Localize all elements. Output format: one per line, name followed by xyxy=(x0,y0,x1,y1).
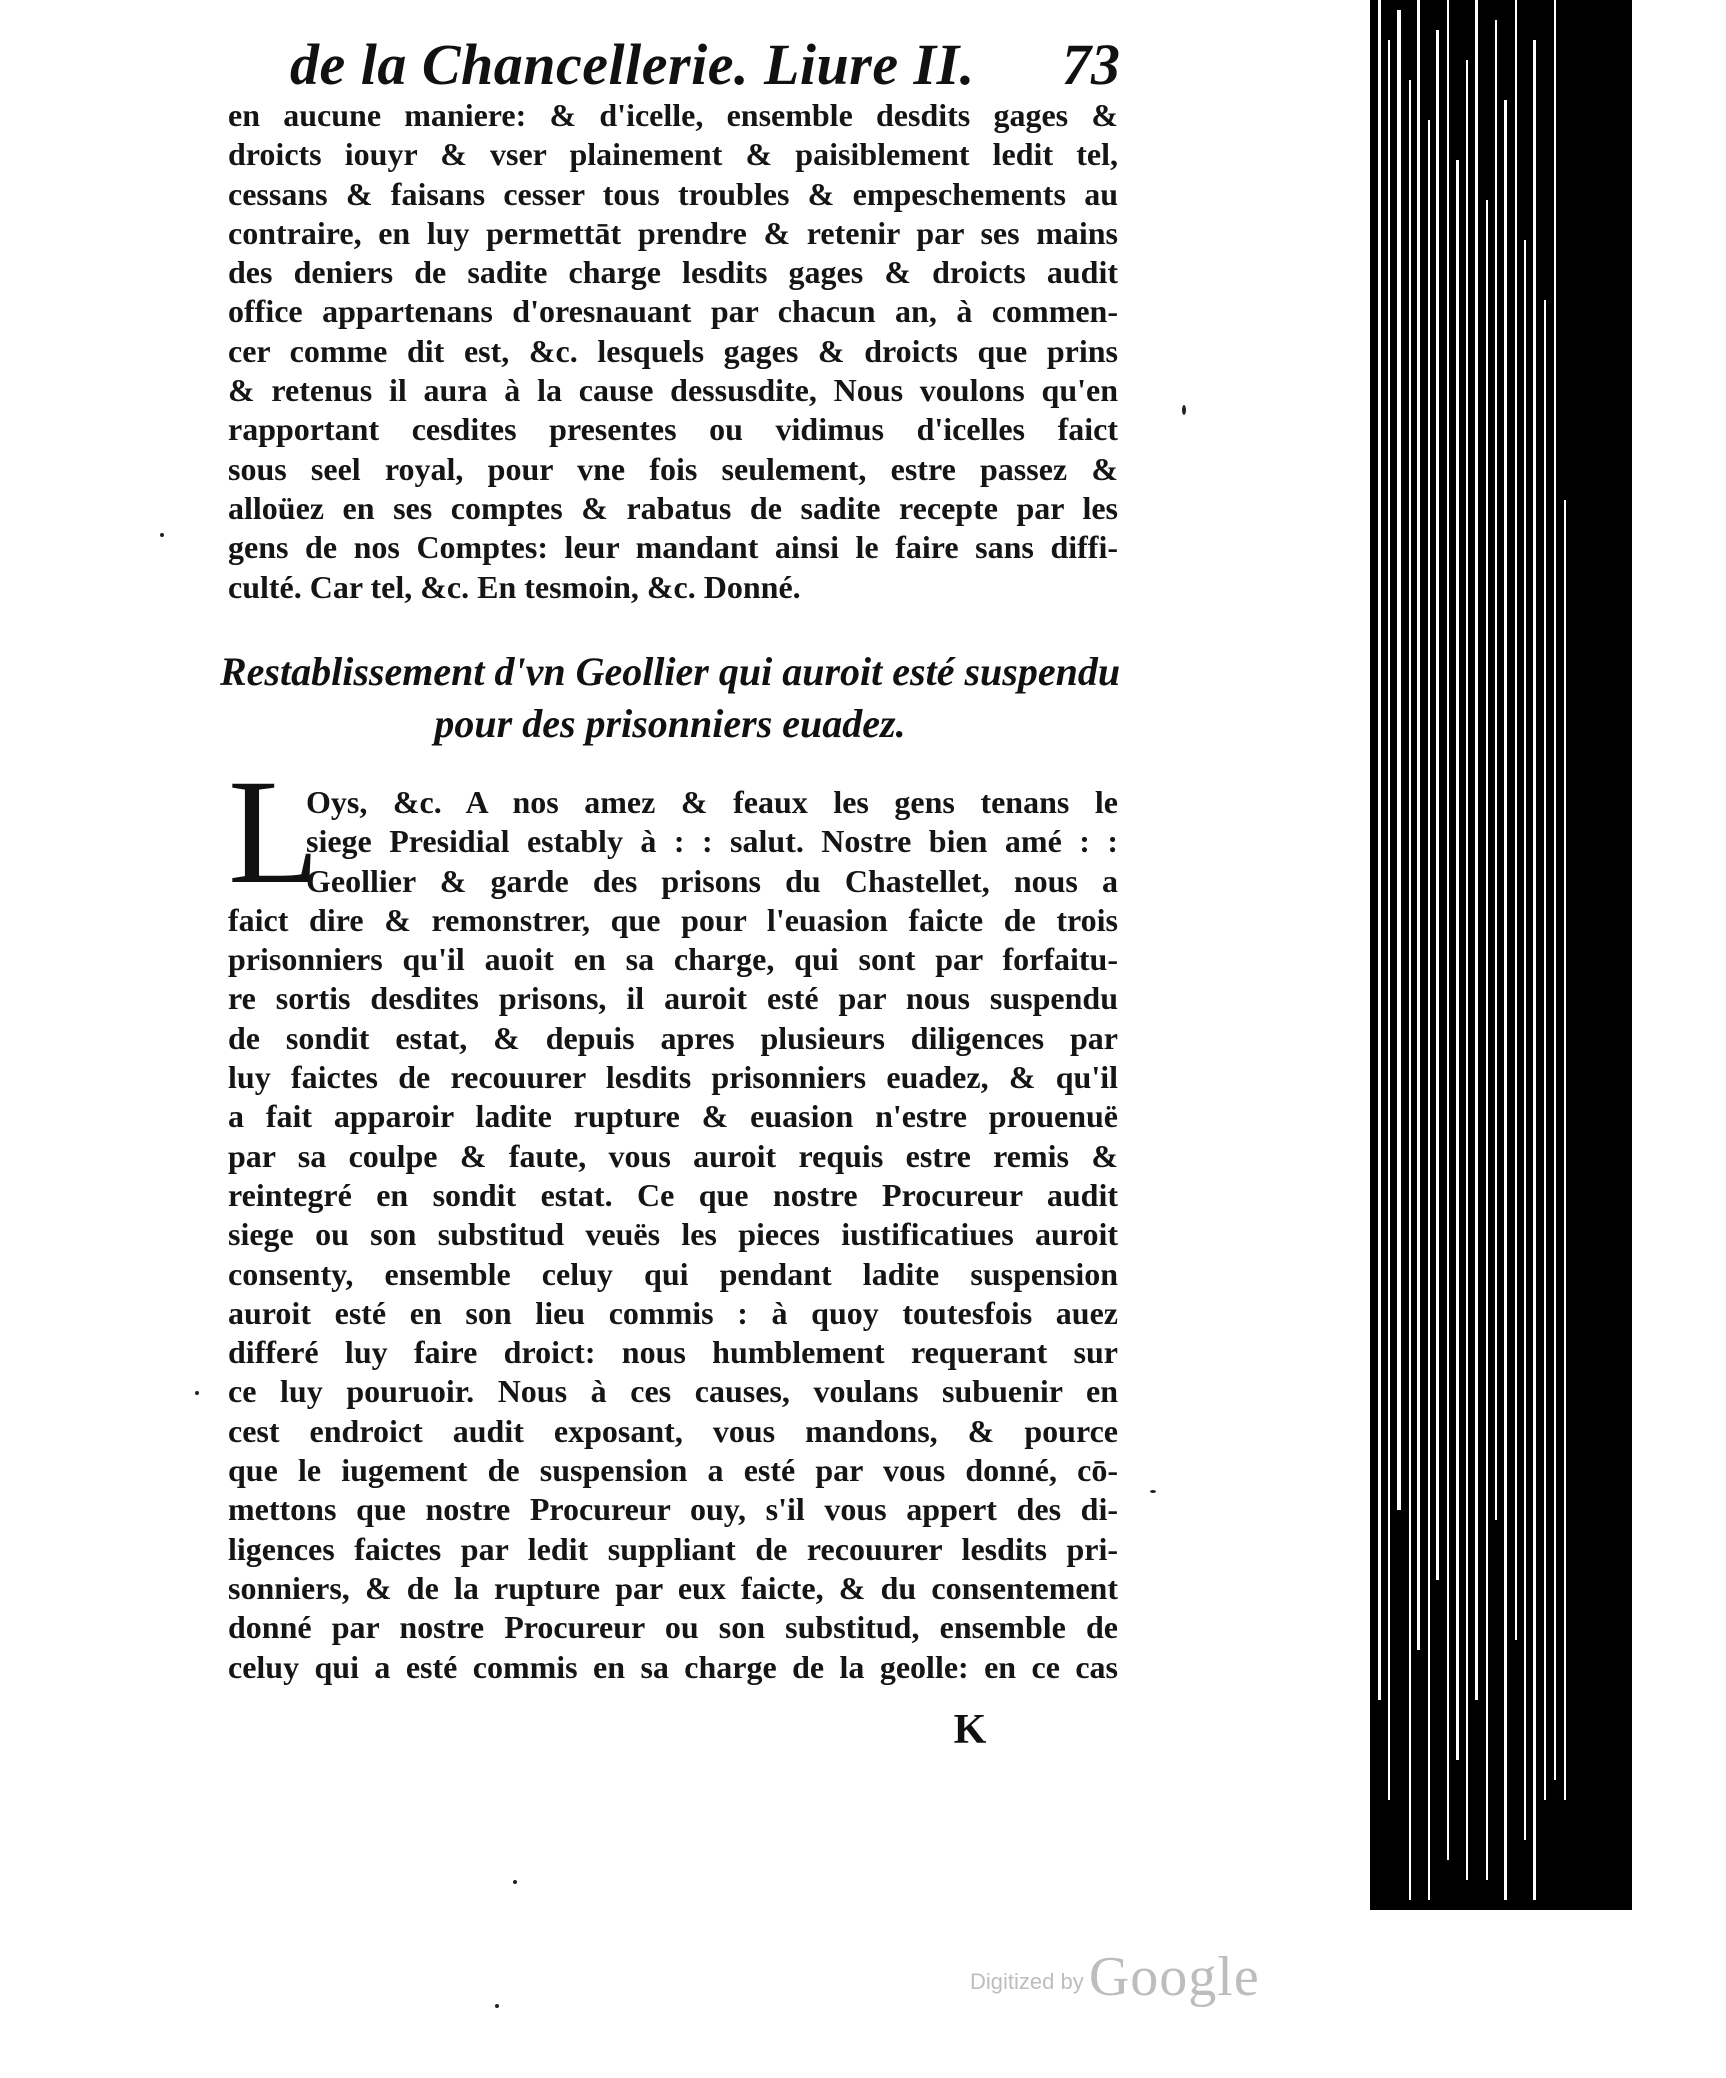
ink-speck xyxy=(513,1880,517,1884)
ink-speck xyxy=(495,2004,499,2008)
text-line: siege Presidial estably à : : salut. Nostre bien amé : : xyxy=(306,823,1118,860)
text-line: de sondit estat, & depuis apres plusieurs diligences par xyxy=(228,1019,1118,1056)
text-line: auroit esté en son lieu commis : à quoy toutesfois auez xyxy=(228,1294,1118,1331)
text-line: droicts iouyr & vser plainement & paisiblement ledit tel, xyxy=(228,136,1118,173)
text-line: cest endroict audit exposant, vous mandons, & pource xyxy=(228,1412,1118,1449)
text-line: celuy qui a esté commis en sa charge de la geolle: en ce cas xyxy=(228,1648,1118,1685)
digitized-by-google-watermark xyxy=(970,1945,1310,2015)
ink-speck xyxy=(1182,405,1186,415)
text-line: gens de nos Comptes: leur mandant ainsi le faire sans diffi- xyxy=(228,529,1118,566)
text-line: par sa coulpe & faute, vous auroit requis estre remis & xyxy=(228,1137,1118,1174)
text-block-1 xyxy=(228,96,1118,607)
section-heading-line-2: pour des prisonniers euadez. xyxy=(434,701,906,746)
text-line: culté. Car tel, &c. En tesmoin, &c. Donné. xyxy=(228,568,801,605)
text-line: consenty, ensemble celuy qui pendant ladite suspension xyxy=(228,1255,1118,1292)
text-line: alloüez en ses comptes & rabatus de sadite recepte par les xyxy=(228,489,1118,526)
drop-cap: L xyxy=(228,749,320,915)
signature-mark: K xyxy=(953,1707,987,1753)
section-heading-line-1: Restablissement d'vn Geollier qui auroit esté suspendu xyxy=(220,649,1121,694)
google-logo: Google xyxy=(1088,1946,1260,2008)
text-line: Oys, &c. A nos amez & feaux les gens tenans le xyxy=(306,784,1118,820)
text-line: contraire, en luy permettāt prendre & retenir par ses mains xyxy=(228,214,1118,251)
ink-speck xyxy=(160,533,164,537)
ink-speck xyxy=(195,1391,199,1395)
text-line: office appartenans d'oresnauant par chacun an, à commen- xyxy=(228,293,1118,330)
text-line: a fait apparoir ladite rupture & euasion n'estre prouenuë xyxy=(228,1098,1118,1135)
text-line: cer comme dit est, &c. lesquels gages & droicts que prins xyxy=(228,332,1118,369)
text-line: differé luy faire droict: nous humblement requerant sur xyxy=(228,1334,1118,1371)
book-edge-scan-shadow xyxy=(1370,0,1632,1910)
text-line: sonniers, & de la rupture par eux faicte, & du consentement xyxy=(228,1569,1118,1606)
text-line: des deniers de sadite charge lesdits gages & droicts audit xyxy=(228,254,1118,291)
text-block-2 xyxy=(228,783,1118,1687)
page-number: 73 xyxy=(1062,32,1120,97)
text-line: Geollier & garde des prisons du Chastellet, nous a xyxy=(306,862,1118,899)
text-line: rapportant cesdites presentes ou vidimus d'icelles faict xyxy=(228,411,1118,448)
text-line: donné par nostre Procureur ou son substitud, ensemble de xyxy=(228,1609,1118,1646)
text-line: ligences faictes par ledit suppliant de recouurer lesdits pri- xyxy=(228,1530,1118,1567)
text-line: sous seel royal, pour vne fois seulement, estre passez & xyxy=(228,450,1118,487)
page-edge-striations xyxy=(1370,0,1632,1910)
text-line: mettons que nostre Procureur ouy, s'il vous appert des di- xyxy=(228,1491,1118,1528)
text-line: siege ou son substitud veuës les pieces iustificatiues auroit xyxy=(228,1216,1118,1253)
running-head: de la Chancellerie. Liure II. xyxy=(290,32,975,97)
text-line: reintegré en sondit estat. Ce que nostre Procureur audit xyxy=(228,1176,1118,1213)
text-line: & retenus il aura à la cause dessusdite, Nous voulons qu'en xyxy=(228,372,1118,409)
text-line: prisonniers qu'il auoit en sa charge, qui sont par forfaitu- xyxy=(228,941,1118,978)
text-line: luy faictes de recouurer lesdits prisonniers euadez, & qu'il xyxy=(228,1059,1118,1096)
text-line: ce luy pouruoir. Nous à ces causes, voulans subuenir en xyxy=(228,1373,1118,1410)
text-line: re sortis desdites prisons, il auroit esté par nous suspendu xyxy=(228,980,1118,1017)
watermark-prefix: Digitized by xyxy=(970,1969,1084,1994)
text-line: cessans & faisans cesser tous troubles & empeschements au xyxy=(228,175,1118,212)
text-line: en aucune maniere: & d'icelle, ensemble desdits gages & xyxy=(228,97,1118,133)
text-line: que le iugement de suspension a esté par vous donné, cō- xyxy=(228,1452,1118,1489)
ink-speck xyxy=(1150,1490,1156,1493)
text-line: faict dire & remonstrer, que pour l'euasion faicte de trois xyxy=(228,901,1118,938)
